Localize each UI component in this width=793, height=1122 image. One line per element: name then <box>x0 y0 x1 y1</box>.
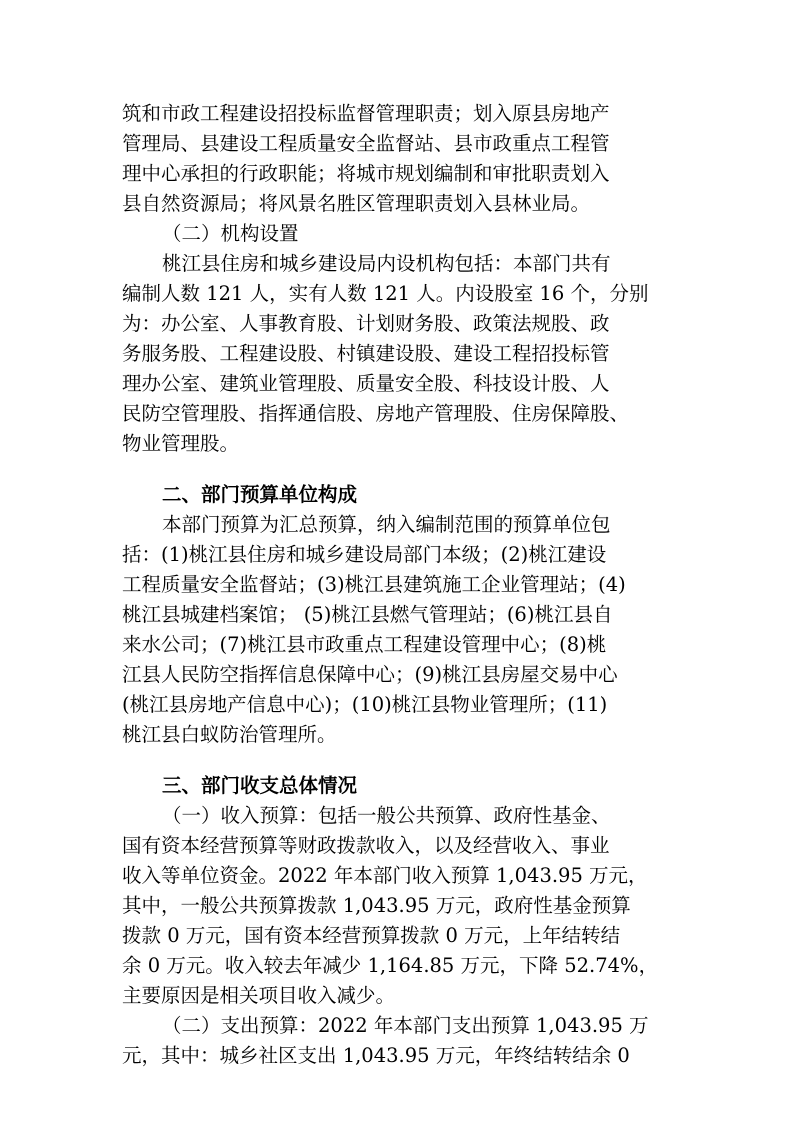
body-line: 元，其中：城乡社区支出 1,043.95 万元，年终结转结余 0 <box>122 1044 630 1067</box>
body-line: 来水公司；(7)桃江县市政重点工程建设管理中心；(8)桃 <box>122 633 607 656</box>
body-line: （二）支出预算：2022 年本部门支出预算 1,043.95 万 <box>162 1014 649 1037</box>
body-line: 其中，一般公共预算拨款 1,043.95 万元，政府性基金预算 <box>122 894 631 917</box>
body-line: (桃江县房地产信息中心)；(10)桃江县物业管理所；(11) <box>122 693 608 716</box>
body-line: 理办公室、建筑业管理股、质量安全股、科技设计股、人 <box>122 372 610 395</box>
body-line: 为：办公室、人事教育股、计划财务股、政策法规股、政 <box>122 312 610 335</box>
sub-heading: （二）机构设置 <box>162 222 299 245</box>
body-line: 筑和市政工程建设招投标监督管理职责；划入原县房地产 <box>122 102 610 125</box>
body-line: 括：(1)桃江县住房和城乡建设局部门本级；(2)桃江建设 <box>122 543 607 566</box>
body-line: 桃江县住房和城乡建设局内设机构包括：本部门共有 <box>162 252 611 275</box>
body-line: 务服务股、工程建设股、村镇建设股、建设工程招投标管 <box>122 342 610 365</box>
body-line: 拨款 0 万元，国有资本经营预算拨款 0 万元，上年结转结 <box>122 924 621 947</box>
body-line: 编制人数 121 人，实有人数 121 人。内设股室 16 个，分别 <box>122 282 649 305</box>
section-heading: 三、部门收支总体情况 <box>162 774 358 797</box>
body-line: 民防空管理股、指挥通信股、房地产管理股、住房保障股、 <box>122 402 630 425</box>
section-heading: 二、部门预算单位构成 <box>162 483 358 506</box>
body-line: 物业管理股。 <box>122 432 240 455</box>
body-line: 县自然资源局；将风景名胜区管理职责划入县林业局。 <box>122 192 591 215</box>
body-line: 江县人民防空指挥信息保障中心；(9)桃江县房屋交易中心 <box>122 663 618 686</box>
body-line: 主要原因是相关项目收入减少。 <box>122 984 396 1007</box>
body-line: 余 0 万元。收入较去年减少 1,164.85 万元，下降 52.74%， <box>122 954 659 977</box>
body-line: 国有资本经营预算等财政拨款收入，以及经营收入、事业 <box>122 834 610 857</box>
body-line: 工程质量安全监督站；(3)桃江县建筑施工企业管理站；(4) <box>122 573 626 596</box>
body-line: 桃江县城建档案馆； (5)桃江县燃气管理站；(6)桃江县自 <box>122 603 613 626</box>
body-line: 管理局、县建设工程质量安全监督站、县市政重点工程管 <box>122 132 610 155</box>
body-line: 桃江县白蚁防治管理所。 <box>122 723 337 746</box>
body-line: 理中心承担的行政职能；将城市规划编制和审批职责划入 <box>122 162 610 185</box>
body-line: 收入等单位资金。2022 年本部门收入预算 1,043.95 万元， <box>122 864 648 887</box>
body-line: （一）收入预算：包括一般公共预算、政府性基金、 <box>162 804 611 827</box>
body-line: 本部门预算为汇总预算，纳入编制范围的预算单位包 <box>162 513 611 536</box>
